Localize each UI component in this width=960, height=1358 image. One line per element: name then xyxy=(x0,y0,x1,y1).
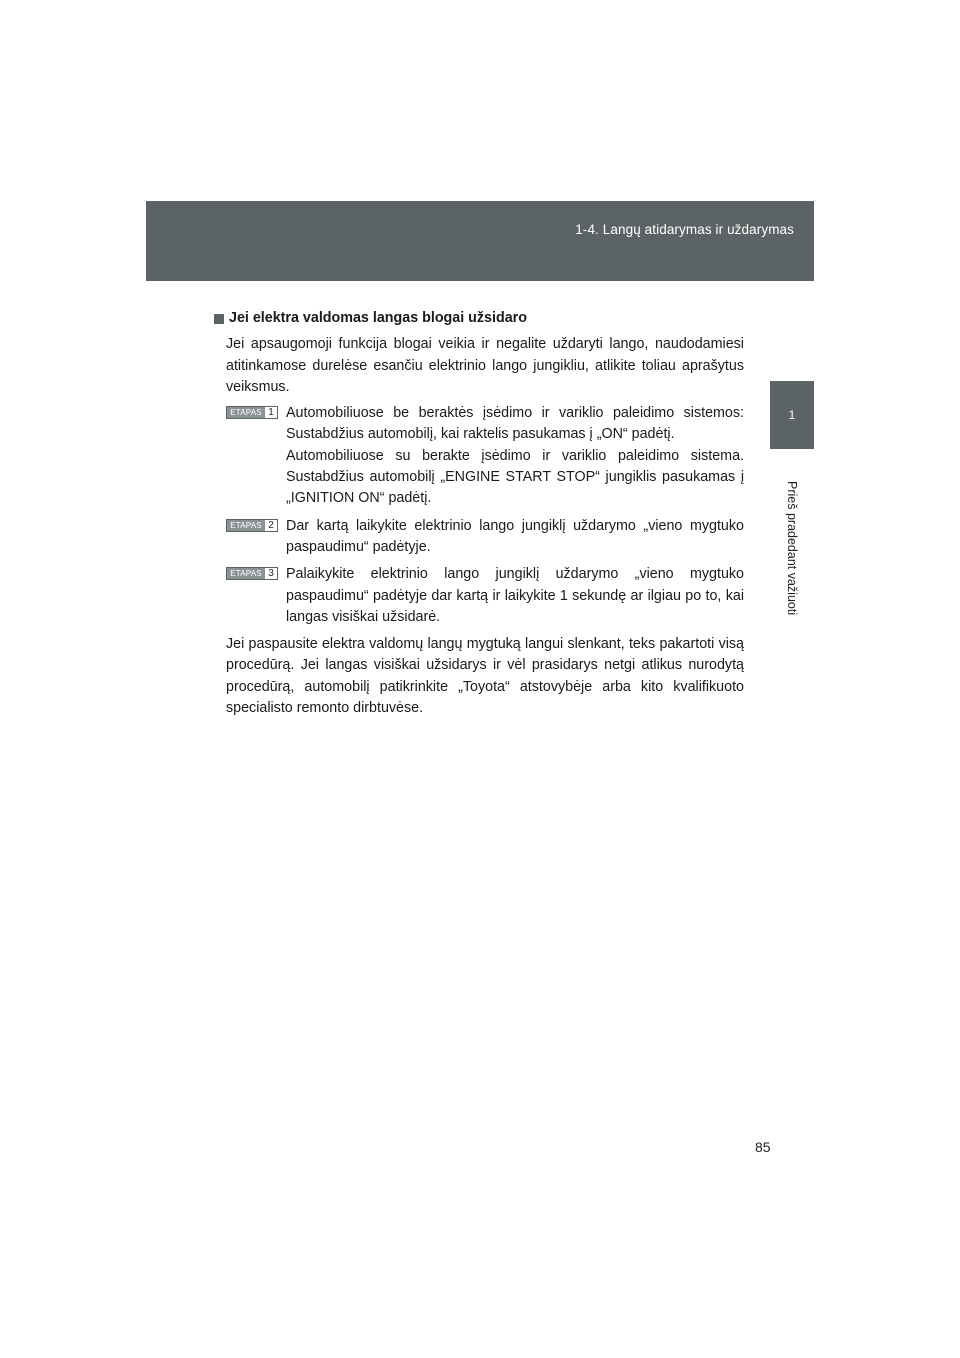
heading-text: Jei elektra valdomas langas blogai užsidaro xyxy=(229,310,527,326)
heading-square-icon xyxy=(214,314,224,324)
step-badge-number: 1 xyxy=(265,407,277,418)
step-badge-number: 3 xyxy=(265,568,277,579)
step-1-line-2: Automobiliuose su berakte įsėdimo ir variklio paleidimo sistema. Sustabdžius automobilį „ENGINE START STOP“ jungiklis pasukamas į „IGNITION ON“ padėtį. xyxy=(286,447,744,507)
step-badge-label: ETAPAS xyxy=(227,520,265,531)
chapter-tab xyxy=(770,381,814,449)
intro-paragraph xyxy=(226,334,744,398)
step-badge-label: ETAPAS xyxy=(227,568,265,579)
step-3 xyxy=(230,564,744,628)
step-1 xyxy=(230,403,744,509)
section-heading xyxy=(214,308,744,329)
step-badge-1 xyxy=(226,406,278,419)
intro-text: Jei apsaugomoji funkcija blogai veikia ir negalite uždaryti lango, naudodamiesi atitinkamose durelėse esančiu elektrinio lango jungikliu, atlikite toliau aprašytus veiksmus. xyxy=(226,336,744,395)
step-3-line-1: Palaikykite elektrinio lango jungiklį uždarymo „vieno mygtuko paspaudimu“ padėtyje dar kartą ir laikykite 1 sekundę ar ilgiau po to, kai langas visiškai užsidarė. xyxy=(286,566,744,625)
page-number: 85 xyxy=(755,1139,771,1155)
chapter-label: Prieš pradedant važiuoti xyxy=(785,480,799,616)
chapter-number: 1 xyxy=(788,408,796,422)
closing-text: Jei paspausite elektra valdomų langų mygtuką langui slenkant, teks pakartoti visą procedūrą. Jei langas visiškai užsidarys ir vėl prasidarys netgi atlikus nurodytą procedūrą, automobilį patikrinkite „Toyota“ atstovybėje arba kito kvalifikuoto specialisto remonto dirbtuvėse. xyxy=(226,636,744,717)
chapter-label-container xyxy=(771,460,813,636)
step-badge-label: ETAPAS xyxy=(227,407,265,418)
step-badge-number: 2 xyxy=(265,520,277,531)
closing-paragraph xyxy=(226,634,744,719)
step-badge-3 xyxy=(226,567,278,580)
step-2 xyxy=(230,516,744,559)
header-band xyxy=(146,201,814,281)
step-1-line-1: Automobiliuose be beraktės įsėdimo ir variklio paleidimo sistemos: Sustabdžius automobilį, kai raktelis pasukamas į „ON“ padėtį. xyxy=(286,405,744,443)
step-badge-2 xyxy=(226,519,278,532)
step-2-line-1: Dar kartą laikykite elektrinio lango jungiklį uždarymo „vieno mygtuko paspaudimu“ padėtyje. xyxy=(286,517,744,555)
main-content xyxy=(214,308,744,724)
section-title: 1-4. Langų atidarymas ir uždarymas xyxy=(575,222,794,237)
